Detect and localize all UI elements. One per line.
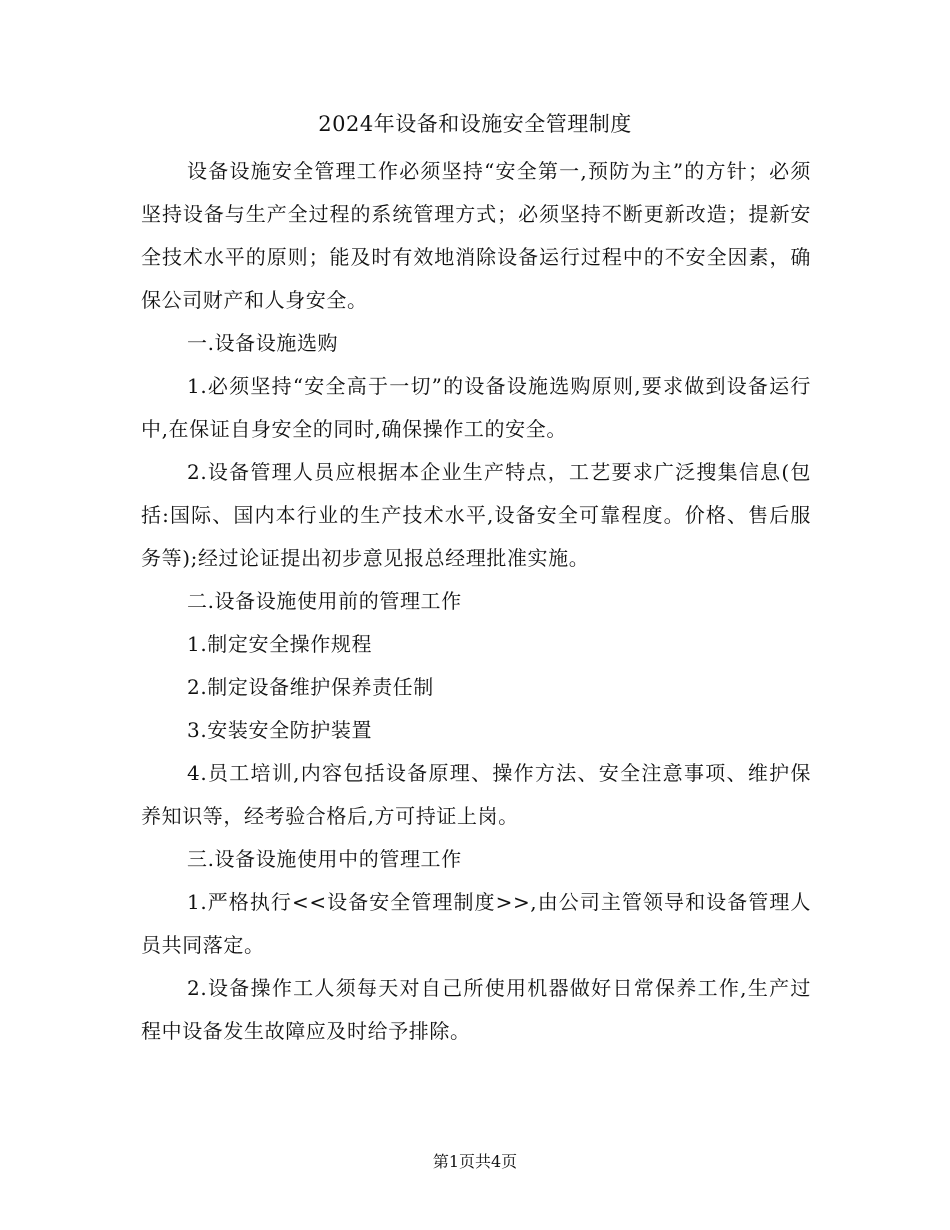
section-2-item-1: 1.制定安全操作规程 (187, 632, 373, 656)
section-1-item-1: 1.必须坚持“安全高于一切”的设备设施选购原则,要求做到设备运行中,在保证自身安全的同时,确保操作工的安全。 (141, 374, 811, 441)
section-3-item-2: 2.设备操作工人须每天对自己所使用机器做好日常保养工作,生产过程中设备发生故障应及时给予排除。 (141, 976, 811, 1043)
section-heading-3: 三.设备设施使用中的管理工作 (187, 847, 462, 871)
document-title: 2024年设备和设施安全管理制度 (318, 112, 632, 136)
page-number-footer: 第1页共4页 (432, 1152, 518, 1171)
section-1-item-2: 2.设备管理人员应根据本企业生产特点，工艺要求广泛搜集信息(包括:国际、国内本行业的生产技术水平,设备安全可靠程度。价格、售后服务等);经过论证提出初步意见报总经理批准实施。 (141, 460, 811, 570)
section-2-item-4: 4.员工培训,内容包括设备原理、操作方法、安全注意事项、维护保养知识等，经考验合格后,方可持证上岗。 (141, 761, 811, 828)
intro-paragraph: 设备设施安全管理工作必须坚持“安全第一,预防为主”的方针；必须坚持设备与生产全过程的系统管理方式；必须坚持不断更新改造；提新安全技术水平的原则；能及时有效地消除设备运行过程中的不安全因素，确保公司财产和人身安全。 (141, 159, 811, 312)
section-heading-2: 二.设备设施使用前的管理工作 (187, 589, 462, 613)
section-2-item-3: 3.安装安全防护装置 (187, 718, 373, 742)
section-2-item-2: 2.制定设备维护保养责任制 (187, 675, 434, 699)
section-heading-1: 一.设备设施选购 (187, 331, 339, 355)
section-3-item-1: 1.严格执行<<设备安全管理制度>>,由公司主管领导和设备管理人员共同落定。 (141, 890, 811, 957)
document-body (141, 150, 811, 1053)
